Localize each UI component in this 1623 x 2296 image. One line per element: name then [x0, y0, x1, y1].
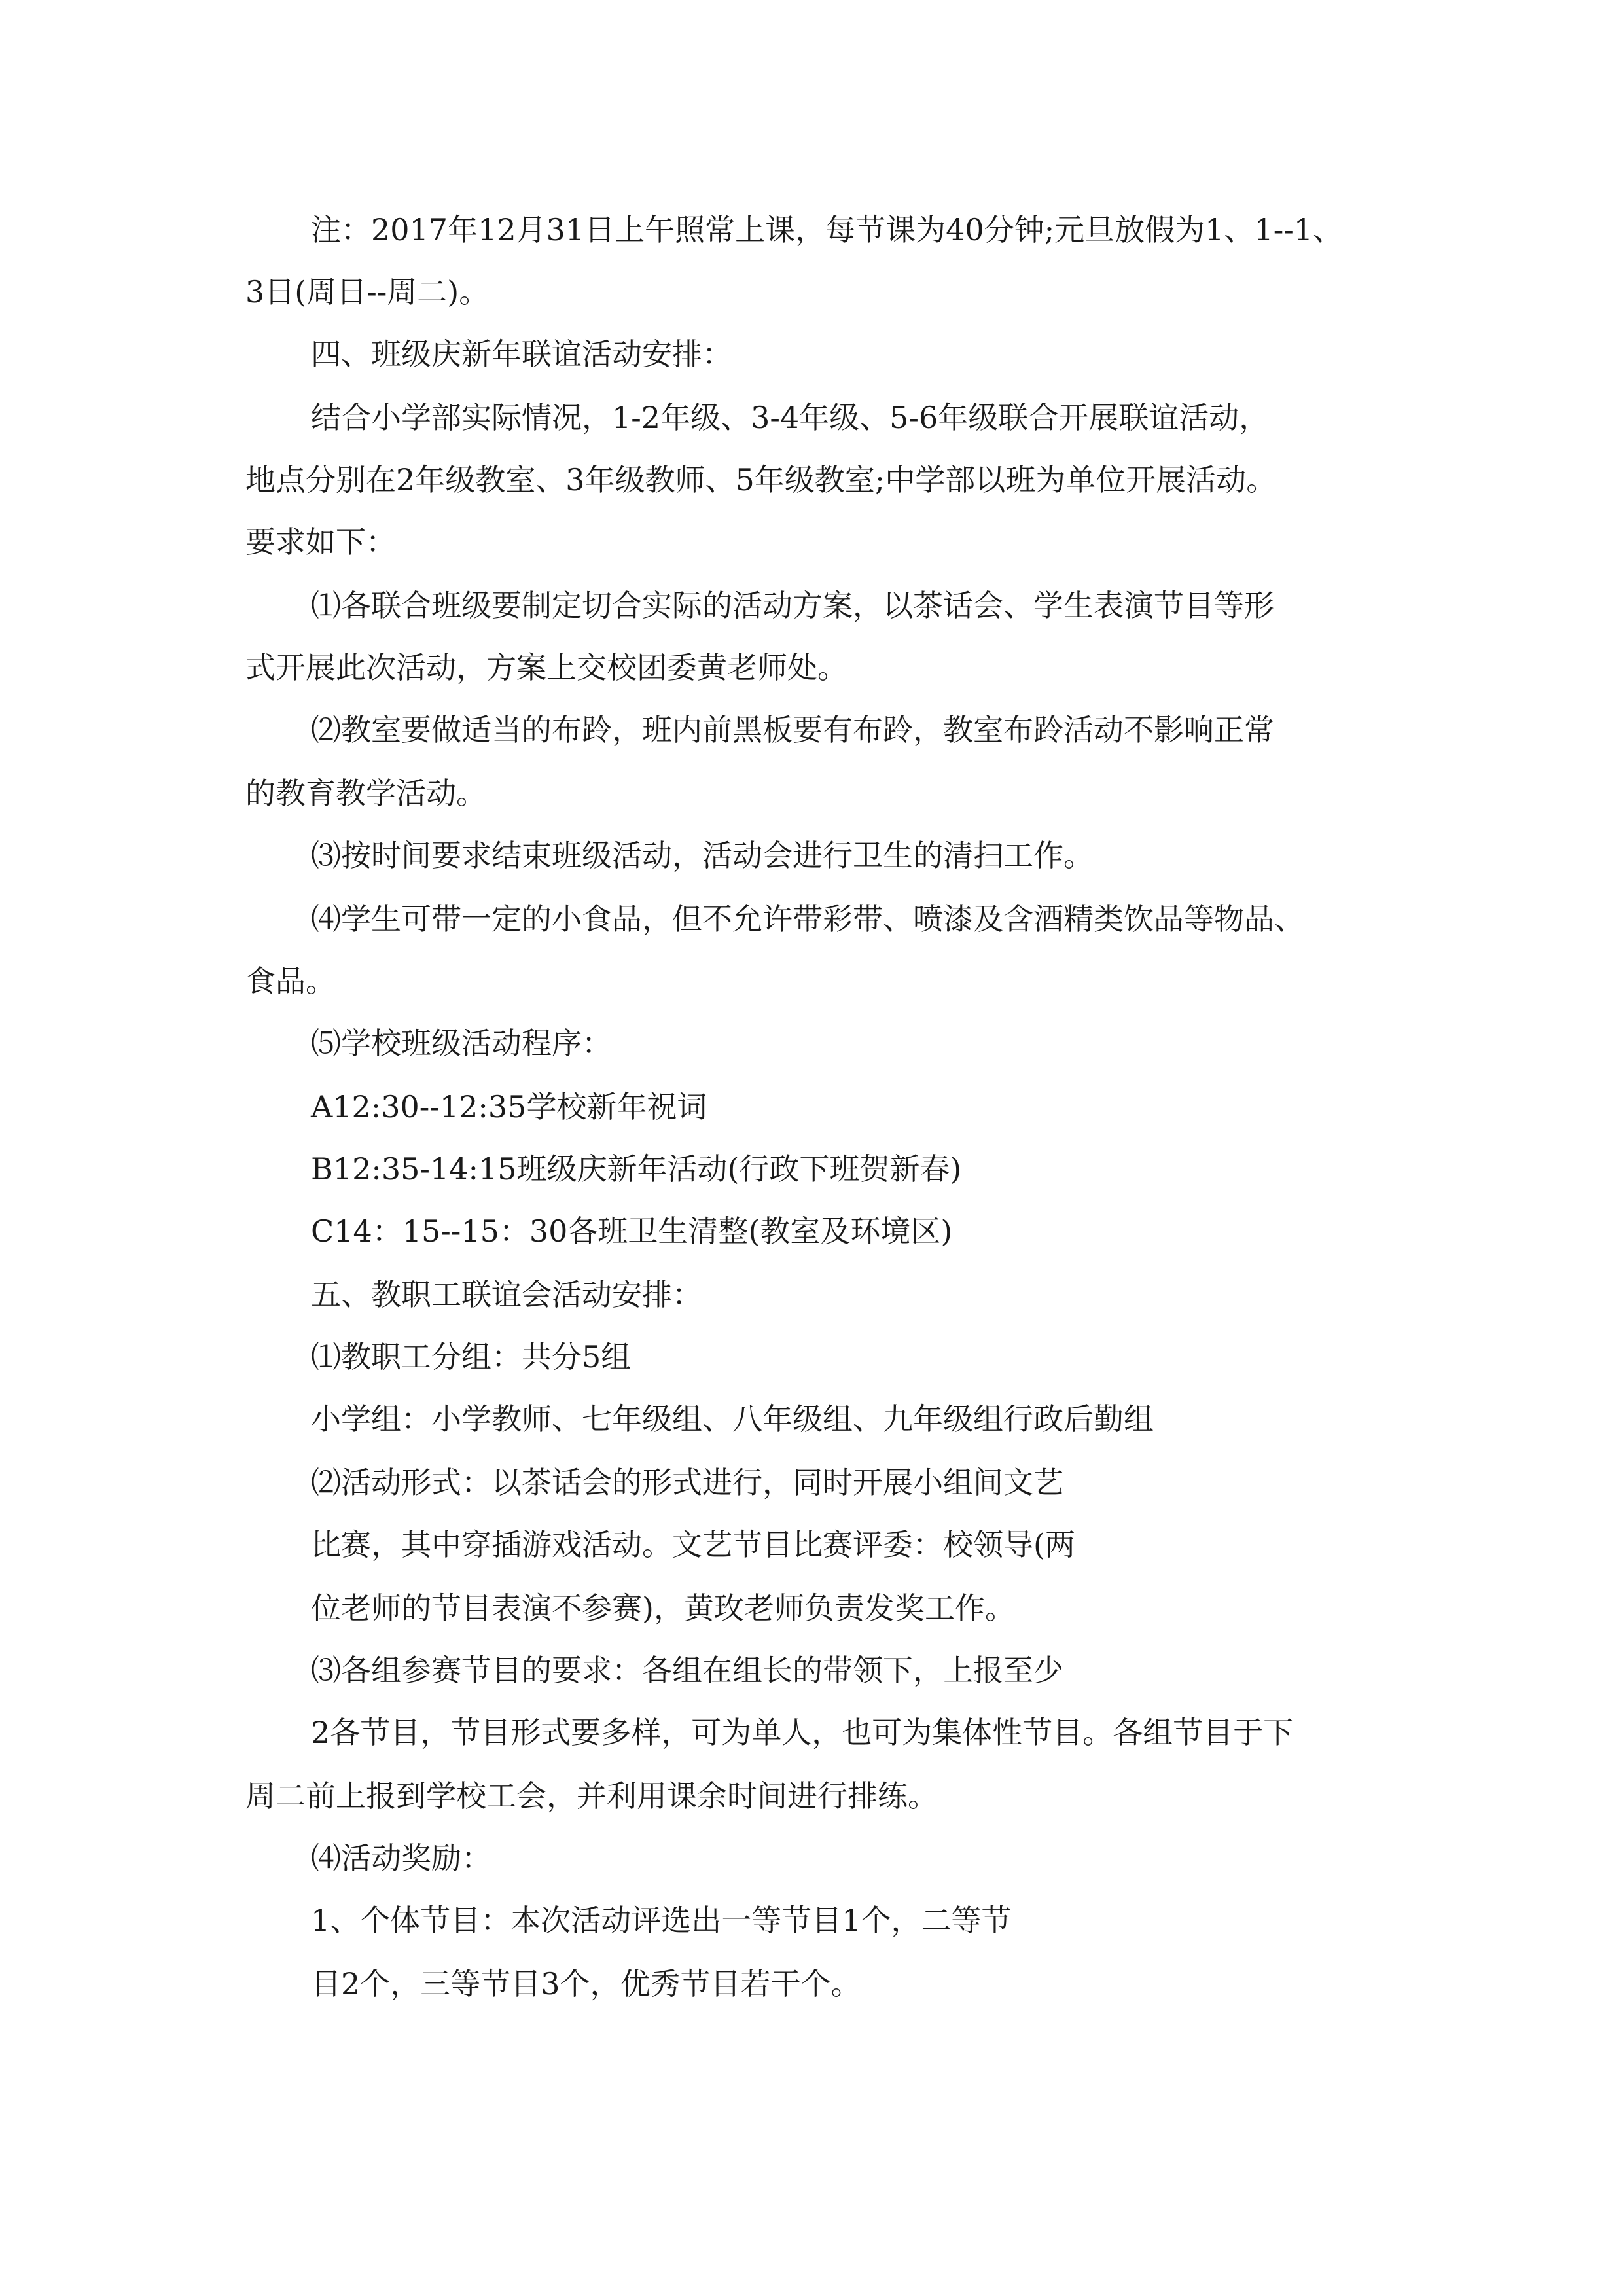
paragraph-text: 1、个体节目：本次活动评选出一等节目1个，二等节	[311, 1903, 1012, 1938]
paragraph-text: 地点分别在2年级教室、3年级教师、5年级教室;中学部以班为单位开展活动。	[245, 462, 1277, 497]
schedule-item: A12:30--12:35学校新年祝词	[311, 1089, 707, 1124]
list-item-text: ⑶各组参赛节目的要求：各组在组长的带领下，上报至少	[311, 1653, 1063, 1688]
note-holiday-line-2: 3日(周日--周二)。	[245, 274, 490, 310]
schedule-item: C14：15--15：30各班卫生清整(教室及环境区)	[311, 1213, 953, 1249]
list-item-text: 的教育教学活动。	[245, 776, 486, 811]
paragraph-text: 周二前上报到学校工会，并利用课余时间进行排练。	[245, 1778, 938, 1814]
list-item-text: ⑵教室要做适当的布跉，班内前黑板要有布跉，教室布跉活动不影响正常	[311, 712, 1274, 747]
paragraph-text: 位老师的节目表演不参赛)，黄玫老师负责发奖工作。	[311, 1590, 1015, 1626]
list-item-text: ⑷学生可带一定的小食品，但不允许带彩带、喷漆及含酒精类饮品等物品、	[311, 901, 1304, 937]
list-item-text: ⑴教职工分组：共分5组	[311, 1339, 632, 1374]
list-item-text: ⑶按时间要求结束班级活动，活动会进行卫生的清扫工作。	[311, 838, 1094, 873]
section-five-heading: 五、教职工联谊会活动安排：	[311, 1277, 702, 1312]
note-holiday-line-1: 注：2017年12月31日上午照常上课，每节课为40分钟;元旦放假为1、1--1、	[311, 212, 1344, 247]
paragraph-text: 小学组：小学教师、七年级组、八年级组、九年级组行政后勤组	[311, 1401, 1154, 1437]
paragraph-text: 结合小学部实际情况，1-2年级、3-4年级、5-6年级联合开展联谊活动，	[311, 400, 1270, 435]
paragraph-text: 要求如下：	[245, 524, 396, 560]
list-item-text: ⑷活动奖励：	[311, 1840, 491, 1876]
list-item-text: ⑴各联合班级要制定切合实际的活动方案，以茶话会、学生表演节目等形	[311, 588, 1274, 623]
paragraph-text: 比赛，其中穿插游戏活动。文艺节目比赛评委：校领导(两	[311, 1527, 1075, 1562]
schedule-item: B12:35-14:15班级庆新年活动(行政下班贺新春)	[311, 1151, 962, 1187]
list-item-text: ⑵活动形式：以茶话会的形式进行，同时开展小组间文艺	[311, 1465, 1063, 1500]
paragraph-text: 2各节目，节目形式要多样，可为单人，也可为集体性节目。各组节目于下	[311, 1715, 1294, 1750]
section-four-heading: 四、班级庆新年联谊活动安排：	[311, 336, 732, 372]
list-item-text: 食品。	[245, 963, 336, 999]
paragraph-text: 目2个，三等节目3个，优秀节目若干个。	[311, 1966, 861, 2001]
list-item-text: ⑸学校班级活动程序：	[311, 1026, 612, 1061]
list-item-text: 式开展此次活动，方案上交校团委黄老师处。	[245, 650, 847, 685]
